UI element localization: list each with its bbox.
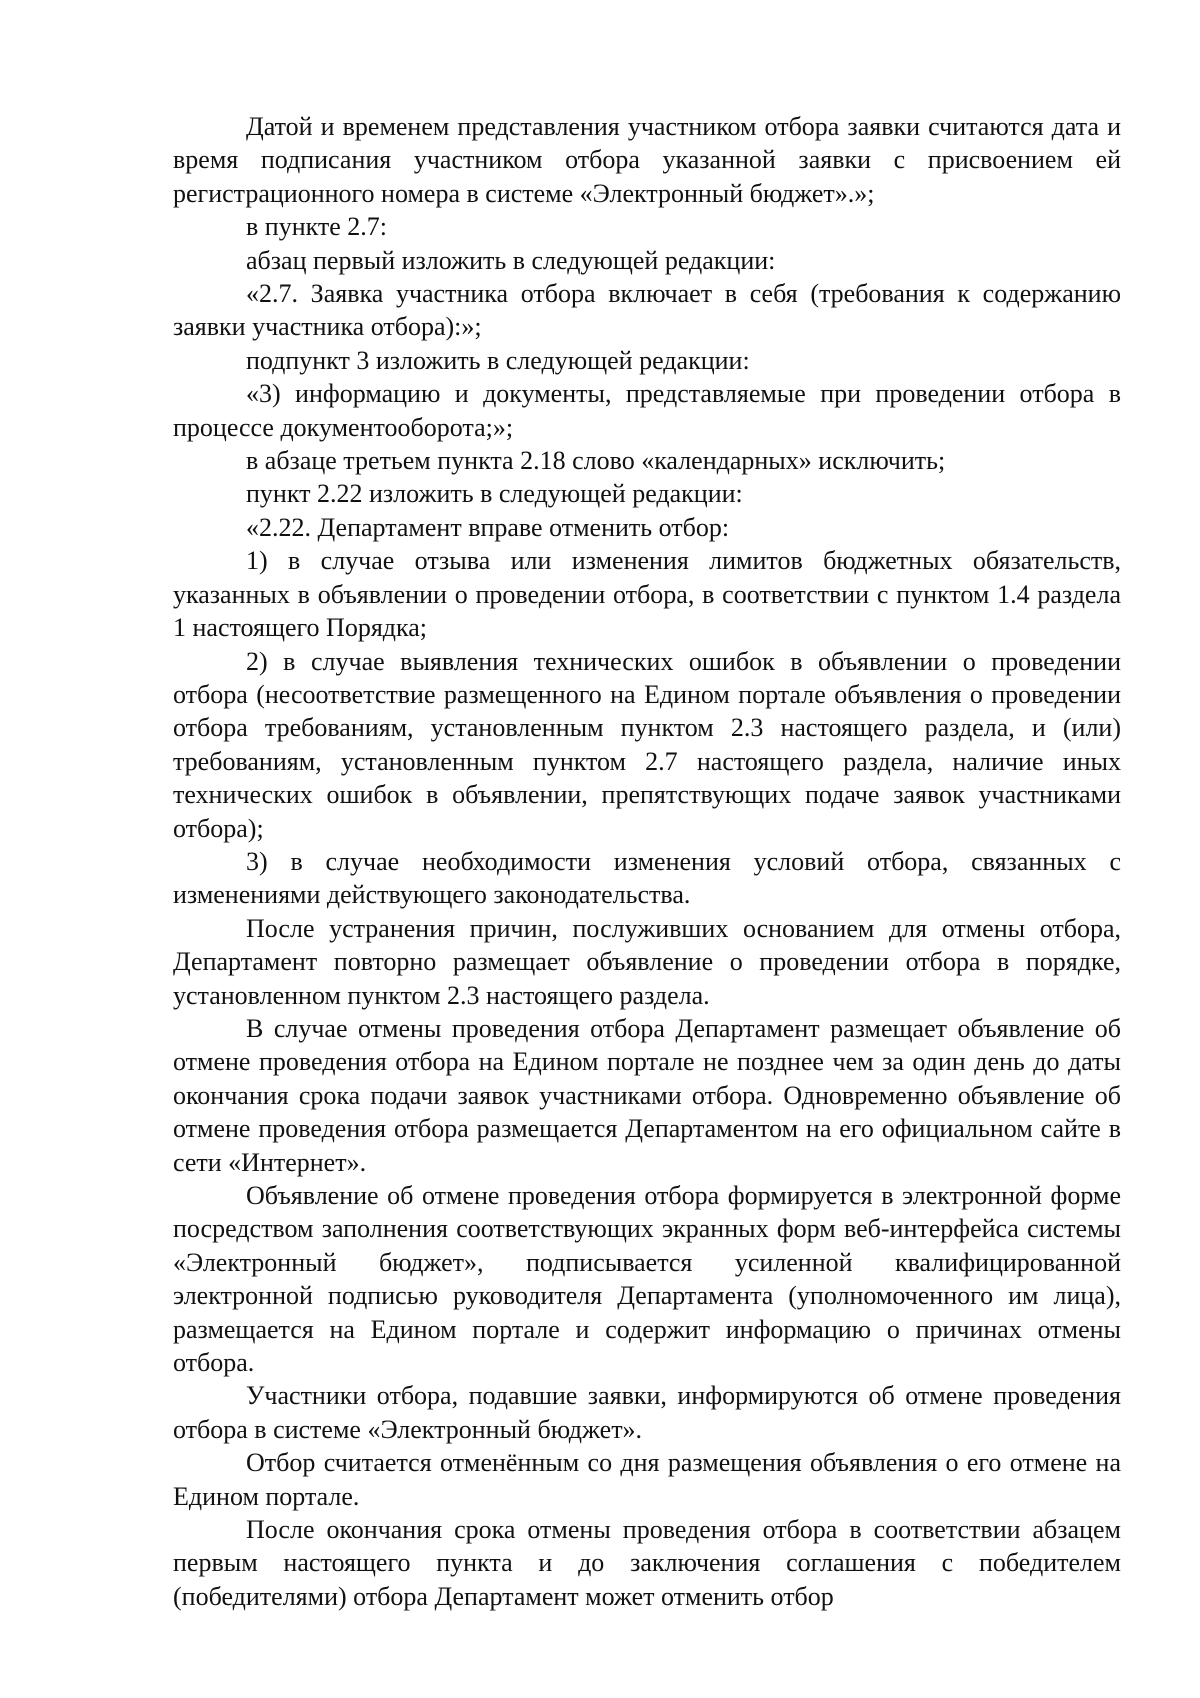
paragraph-item-2-22-instruction: пункт 2.22 изложить в следующей редакции: bbox=[246, 479, 743, 509]
paragraph-cancel-reason-3: 3) в случае необходимости изменения условий отбора, связанных с изменениями действующего законодательства. bbox=[173, 846, 1121, 910]
paragraph-repeat-announcement: После устранения причин, послуживших основанием для отмены отбора, Департамент повторно размещает объявление о проведении отбора в порядке, установленном пунктом 2.3 настоящего раздела. bbox=[173, 913, 1121, 1010]
paragraph-cancel-publication: В случае отмены проведения отбора Департамент размещает объявление об отмене проведения отбора на Едином портале не позднее чем за один день до даты окончания срока подачи заявок участниками отбора. Одновременно объявление об отмене проведения отбора размещается Департаментом на его официальном сайте в сети «Интернет». bbox=[173, 1013, 1121, 1177]
paragraph-subitem-3-text: «3) информацию и документы, представляемые при проведении отбора в процессе документооборота;»; bbox=[173, 379, 1121, 442]
paragraph-cancel-reason-2: 2) в случае выявления технических ошибок в объявлении о проведении отбора (несоответствие размещенного на Едином портале объявления о проведении отбора требованиям, установленным пунктом 2.3 настоящего раздела, и (или) требованиям, установленным пунктом 2.7 настоящего раздела, наличие иных технических ошибок в объявлении, препятствующих подаче заявок участниками отбора); bbox=[173, 646, 1121, 843]
paragraph-item-2-18-change: в абзаце третьем пункта 2.18 слово «календарных» исключить; bbox=[246, 446, 946, 476]
paragraph-first-clause-instruction: абзац первый изложить в следующей редакции: bbox=[246, 245, 776, 275]
paragraph-submission-date: Датой и временем представления участником отбора заявки считаются дата и время подписания участником отбора указанной заявки с присвоением ей регистрационного номера в системе «Электронный бюджет».»; bbox=[173, 112, 1121, 208]
document-page bbox=[173, 110, 1121, 1613]
paragraph-cancel-reason-1: 1) в случае отзыва или изменения лимитов бюджетных обязательств, указанных в объявлении о проведении отбора, в соответствии с пунктом 1.4 раздела 1 настоящего Порядка; bbox=[173, 546, 1121, 643]
paragraph-after-deadline: После окончания срока отмены проведения отбора в соответствии абзацем первым настоящего пункта и до заключения соглашения с победителем (победителями) отбора Департамент может отменить отбор bbox=[173, 1515, 1121, 1611]
paragraph-item-2-22-heading: «2.22. Департамент вправе отменить отбор: bbox=[246, 512, 730, 542]
paragraph-item-2-7-ref: в пункте 2.7: bbox=[246, 212, 388, 242]
paragraph-cancel-announcement-form: Объявление об отмене проведения отбора формируется в электронной форме посредством заполнения соответствующих экранных форм веб-интерфейса системы «Электронный бюджет», подписывается усиленной квалифицированной электронной подписью руководителя Департамента (уполномоченного им лица), размещается на Едином портале и содержит информацию о причинах отмены отбора. bbox=[173, 1181, 1121, 1378]
paragraph-cancel-effective: Отбор считается отменённым со дня размещения объявления о его отмене на Едином портале. bbox=[173, 1448, 1121, 1511]
paragraph-subitem-3-instruction: подпункт 3 изложить в следующей редакции: bbox=[246, 345, 750, 375]
paragraph-participants-informed: Участники отбора, подавшие заявки, информируются об отмене проведения отбора в системе «Электронный бюджет». bbox=[173, 1381, 1121, 1444]
paragraph-item-2-7-text: «2.7. Заявка участника отбора включает в себя (требования к содержанию заявки участника отбора):»; bbox=[173, 279, 1121, 342]
